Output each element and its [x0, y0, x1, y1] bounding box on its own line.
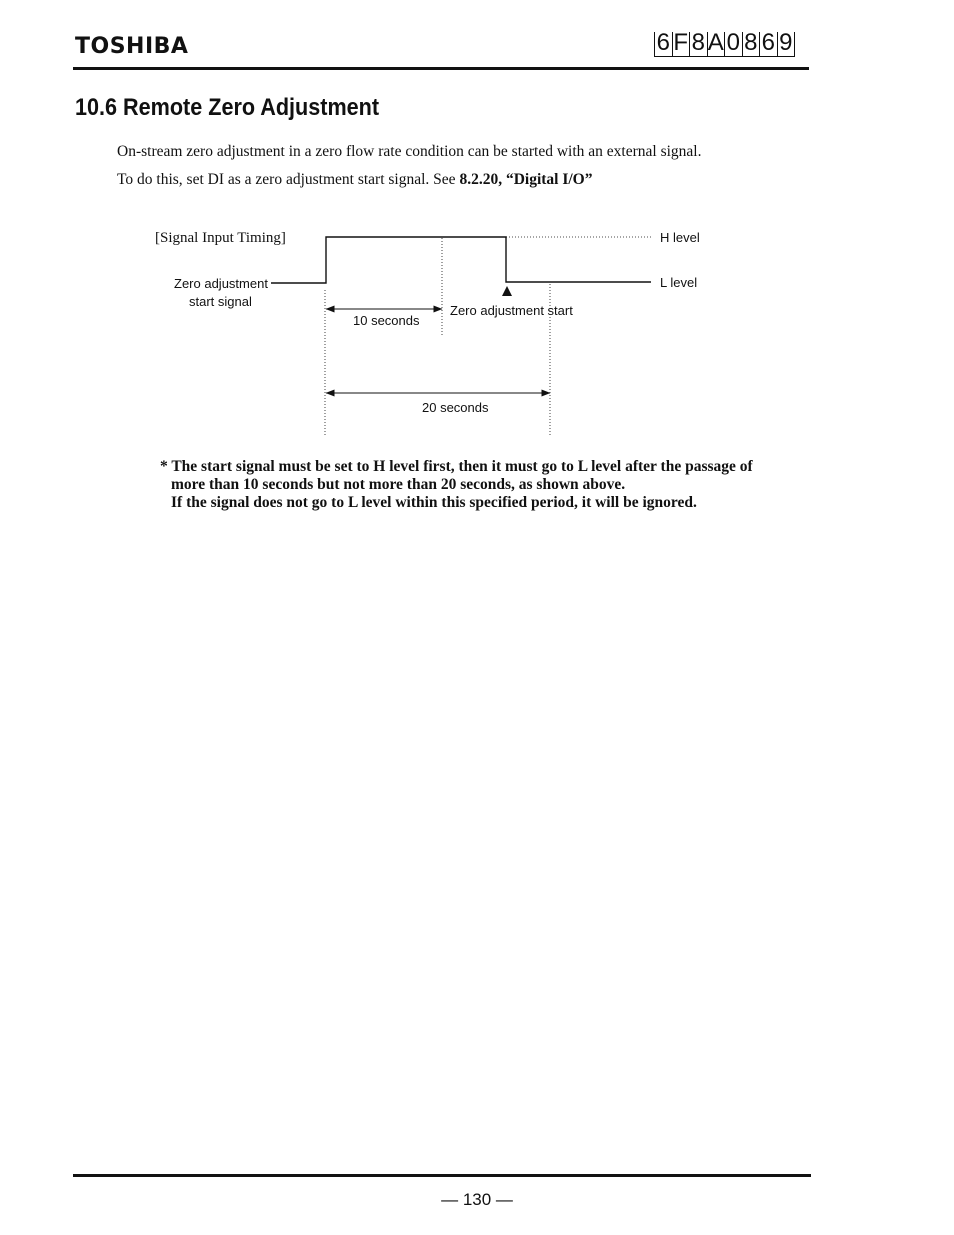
brand-logo: TOSHIBA — [75, 34, 189, 59]
signal-waveform — [271, 237, 651, 283]
zero-start-marker-icon — [502, 286, 512, 296]
doc-number-char: 0 — [724, 32, 742, 57]
ten-seconds-label: 10 seconds — [353, 313, 420, 328]
note-line-3: If the signal does not go to L level within this specified period, it will be ignored. — [171, 494, 697, 511]
doc-number-char: 9 — [777, 32, 796, 57]
l-level-label: L level — [660, 275, 698, 290]
doc-number-char: 6 — [654, 32, 672, 57]
intro-paragraph: On-stream zero adjustment in a zero flow rate condition can be started with an external signal. — [117, 143, 702, 160]
twenty-seconds-label: 20 seconds — [422, 400, 489, 415]
header-rule — [73, 67, 809, 70]
doc-number-char: F — [673, 29, 689, 56]
instruction-paragraph — [117, 171, 592, 189]
doc-number-char: 8 — [742, 32, 760, 57]
document-number — [654, 29, 795, 57]
signal-label-line2: start signal — [189, 294, 252, 309]
instruction-text: To do this, set DI as a zero adjustment start signal. See — [117, 171, 460, 188]
note-line-1: * The start signal must be set to H level first, then it must go to L level after the passage of — [160, 458, 753, 475]
timing-caption: [Signal Input Timing] — [155, 230, 286, 246]
doc-number-char: 8 — [689, 32, 707, 57]
page-number: — 130 — — [441, 1190, 513, 1209]
footer-rule — [73, 1174, 811, 1177]
h-level-label: H level — [660, 230, 700, 245]
doc-number-char: 6 — [759, 32, 777, 57]
timing-note — [160, 458, 820, 512]
signal-label-line1: Zero adjustment — [174, 276, 268, 291]
note-line-2: more than 10 seconds but not more than 20 seconds, as shown above. — [171, 476, 626, 493]
doc-number-char: A — [707, 29, 724, 56]
cross-reference: 8.2.20, “Digital I/O” — [459, 171, 593, 188]
zero-start-label: Zero adjustment start — [450, 303, 573, 318]
section-title: 10.6 Remote Zero Adjustment — [75, 94, 380, 121]
